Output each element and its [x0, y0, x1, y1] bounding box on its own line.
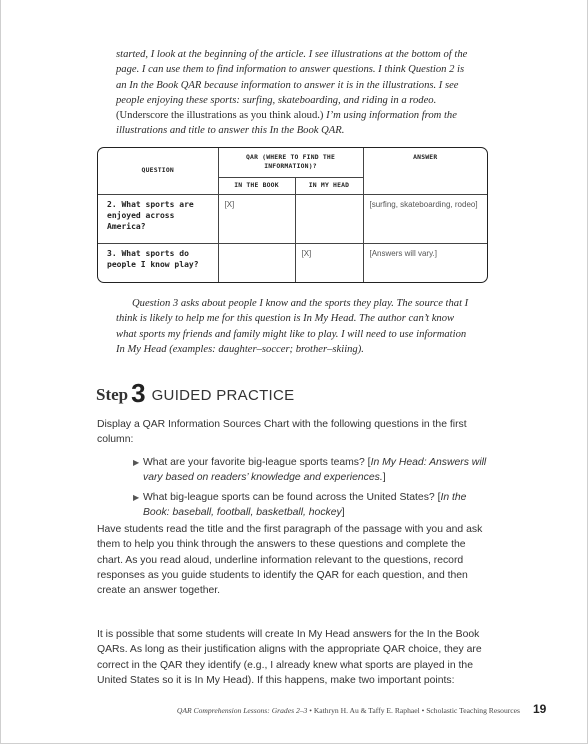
header-question: QUESTION	[98, 148, 218, 194]
answer-cell: [Answers will vary.]	[363, 243, 487, 282]
step-title: GUIDED PRACTICE	[151, 387, 295, 404]
question-cell: 2. What sports are enjoyed across America?	[98, 194, 218, 243]
in-my-head-cell	[295, 194, 363, 243]
in-my-head-cell: [X]	[295, 243, 363, 282]
header-in-my-head: IN MY HEAD	[295, 177, 363, 194]
body-paragraph-read-aloud: Have students read the title and the first paragraph of the passage with you and ask them to help you think through the answers to these questions and complete the chart. As you read aloud, underline information relevant to the questions, record responses as you guide students to identify the QAR for each question, and then create an answer together.	[97, 524, 483, 597]
bullet-text: What are your favorite big-league sports teams? [	[143, 457, 371, 468]
in-the-book-cell	[218, 243, 295, 282]
triangle-bullet-icon: ▶	[133, 458, 140, 467]
footer-publisher: Scholastic Teaching Resources	[426, 706, 520, 715]
body-paragraph-in-my-head: It is possible that some students will create In My Head answers for the In the Book QARs. As long as their justification aligns with the appropriate QAR choice, they are correct in the QAR they identify (e.g., I already knew what sports are played in the United States so it is In My Head). If this happens, make two important points:	[97, 629, 482, 686]
qar-table	[98, 148, 487, 282]
intro-main-text: started, I look at the beginning of the article. I see illustrations at the bottom of the page. I can use them to find information to answer questions. I think Question 2 is an In the Book QAR because information to answer it is in the illustrations. I see people enjoying these sports: surfing, skateboarding, and riding in a rodeo.	[116, 49, 468, 106]
header-in-the-book: IN THE BOOK	[218, 177, 295, 194]
table-row	[98, 243, 487, 282]
step-word: Step	[96, 385, 129, 404]
footer-separator: •	[421, 706, 427, 715]
intro-tail-text: I’m using information from the illustrations and title to answer this In the Book QAR.	[116, 110, 457, 137]
header-answer: ANSWER	[363, 148, 487, 194]
page-number: 19	[533, 702, 547, 716]
bullet-close: ]	[341, 506, 345, 518]
intro-paragraph	[116, 47, 476, 139]
header-qar: QAR (WHERE TO FIND THE INFORMATION)?	[218, 148, 363, 177]
question3-paragraph: Question 3 asks about people I know and the sports they play. The source that I think is likely to help me for this question is In My Head. The author can’t know what sports my friends and family might like to play. I will need to use information In My Head (examples: daughter–soccer; brother–skiing).	[116, 298, 469, 355]
page-footer	[0, 706, 520, 715]
footer-title: QAR Comprehension Lessons: Grades 2–3	[176, 706, 308, 715]
footer-separator: •	[309, 706, 314, 715]
footer-authors: Kathryn H. Au & Taffy E. Raphael	[313, 706, 420, 715]
triangle-bullet-icon: ▶	[133, 492, 140, 502]
bullet-italic: In My Head: Answers will vary based on readers’ knowledge and experiences.	[143, 457, 487, 484]
question-list	[133, 455, 489, 524]
bullet-text: What big-league sports can be found across the United States? [	[143, 491, 441, 503]
body-paragraph-display: Display a QAR Information Sources Chart with the following questions in the first column:	[97, 419, 467, 446]
bullet-italic: In the Book: baseball, football, basketball, hockey	[143, 491, 467, 518]
step-number: 3	[131, 378, 146, 408]
intro-instruction: (Underscore the illustrations as you think aloud.)	[116, 110, 324, 122]
in-the-book-cell: [X]	[218, 194, 295, 243]
table-row	[98, 194, 487, 243]
question-cell: 3. What sports do people I know play?	[98, 243, 218, 282]
qar-table-container	[97, 147, 488, 283]
list-item	[133, 455, 489, 486]
list-item	[133, 490, 489, 521]
answer-cell: [surfing, skateboarding, rodeo]	[363, 194, 487, 243]
step-heading	[96, 376, 295, 408]
bullet-close: ]	[382, 472, 386, 484]
